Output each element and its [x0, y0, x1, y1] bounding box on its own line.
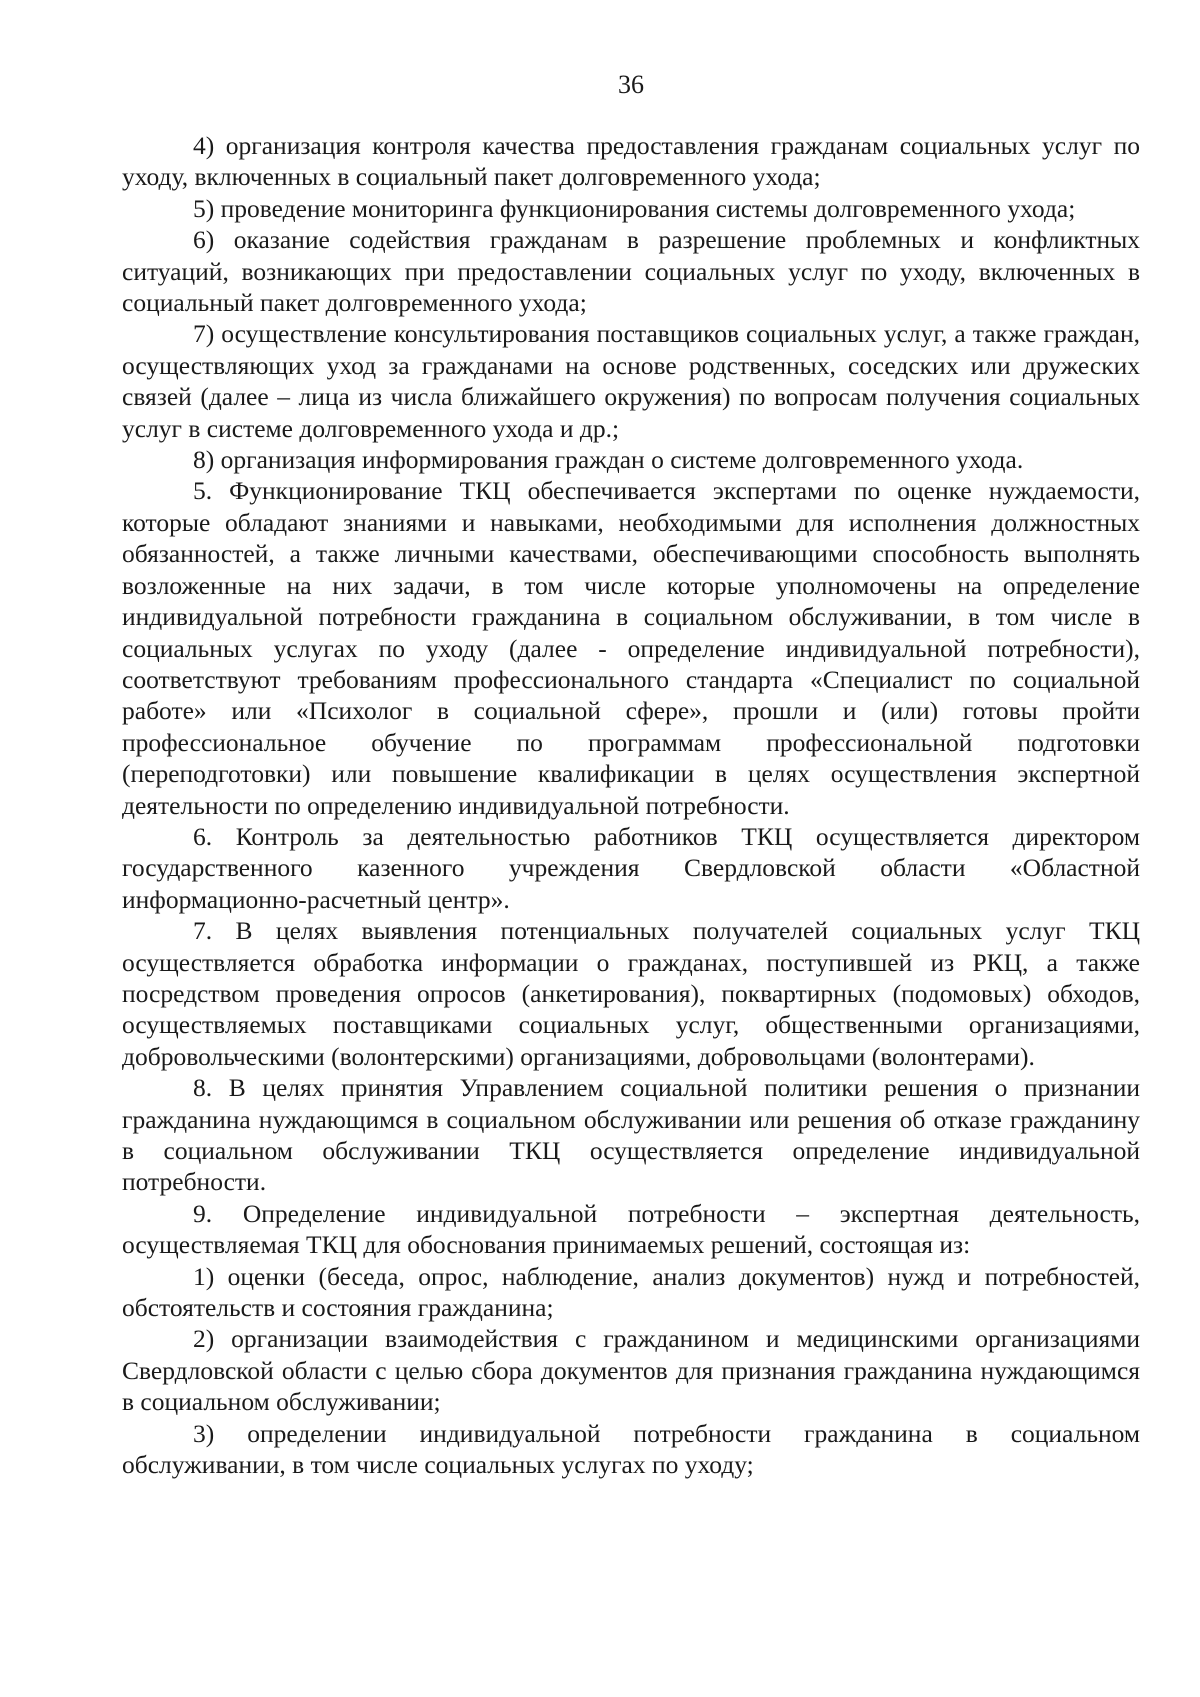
paragraph-item-6: 6) оказание содействия гражданам в разрешение проблемных и конфликтных ситуаций, возникающих при предоставлении социальных услуг по уходу, включенных в социальный пакет долговременного ухода; — [122, 225, 1140, 318]
paragraph-clause-6: 6. Контроль за деятельностью работников ТКЦ осуществляется директором государственного казенного учреждения Свердловской области «Областной информационно-расчетный центр». — [122, 821, 1140, 914]
paragraph-clause-8: 8. В целях принятия Управлением социальной политики решения о признании гражданина нуждающимся в социальном обслуживании или решения об отказе гражданину в социальном обслуживании ТКЦ осуществляется определение индивидуальной потребности. — [122, 1073, 1140, 1197]
paragraph-subitem-3: 3) определении индивидуальной потребности гражданина в социальном обслуживании, в том числе социальных услугах по уходу; — [122, 1418, 1140, 1480]
paragraph-item-4: 4) организация контроля качества предоставления гражданам социальных услуг по уходу, включенных в социальный пакет долговременного ухода; — [122, 131, 1140, 192]
paragraph-clause-5: 5. Функционирование ТКЦ обеспечивается экспертами по оценке нуждаемости, которые обладают знаниями и навыками, необходимыми для исполнения должностных обязанностей, а также личными качествами, обеспечивающими способность выполнять возложенные на них задачи, в том числе которые уполномочены на определение индивидуальной потребности гражданина в социальном обслуживании, в том числе в социальных услугах по уходу (далее - определение индивидуальной потребности), соответствуют требованиям профессионального стандарта «Специалист по социальной работе» или «Психолог в социальной сфере», прошли и (или) готовы пройти профессиональное обучение по программам профессиональной подготовки (переподготовки) или повышение квалификации в целях осуществления экспертной деятельности по определению индивидуальной потребности. — [122, 476, 1140, 820]
paragraph-subitem-1: 1) оценки (беседа, опрос, наблюдение, анализ документов) нужд и потребностей, обстоятельств и состояния гражданина; — [122, 1261, 1140, 1323]
paragraph-clause-9: 9. Определение индивидуальной потребности – экспертная деятельность, осуществляемая ТКЦ для обоснования принимаемых решений, состоящая из: — [122, 1198, 1140, 1260]
page-number: 36 — [618, 70, 644, 99]
paragraph-item-7: 7) осуществление консультирования поставщиков социальных услуг, а также граждан, осуществляющих уход за гражданами на основе родственных, соседских или дружеских связей (далее – лица из числа ближайшего окружения) по вопросам получения социальных услуг в системе долговременного ухода и др.; — [122, 319, 1140, 443]
paragraph-clause-7: 7. В целях выявления потенциальных получателей социальных услуг ТКЦ осуществляется обработка информации о гражданах, поступившей из РКЦ, а также посредством проведения опросов (анкетирования), поквартирных (подомовых) обходов, осуществляемых поставщиками социальных услуг, общественными организациями, добровольческими (волонтерскими) организациями, добровольцами (волонтерами). — [122, 916, 1140, 1071]
paragraph-item-8: 8) организация информирования граждан о системе долговременного ухода. — [193, 445, 1024, 475]
document-body — [122, 130, 1140, 1480]
paragraph-subitem-2: 2) организации взаимодействия с гражданином и медицинскими организациями Свердловской области с целью сбора документов для признания гражданина нуждающимся в социальном обслуживании; — [122, 1324, 1140, 1417]
paragraph-item-5: 5) проведение мониторинга функционирования системы долговременного ухода; — [193, 193, 1076, 223]
